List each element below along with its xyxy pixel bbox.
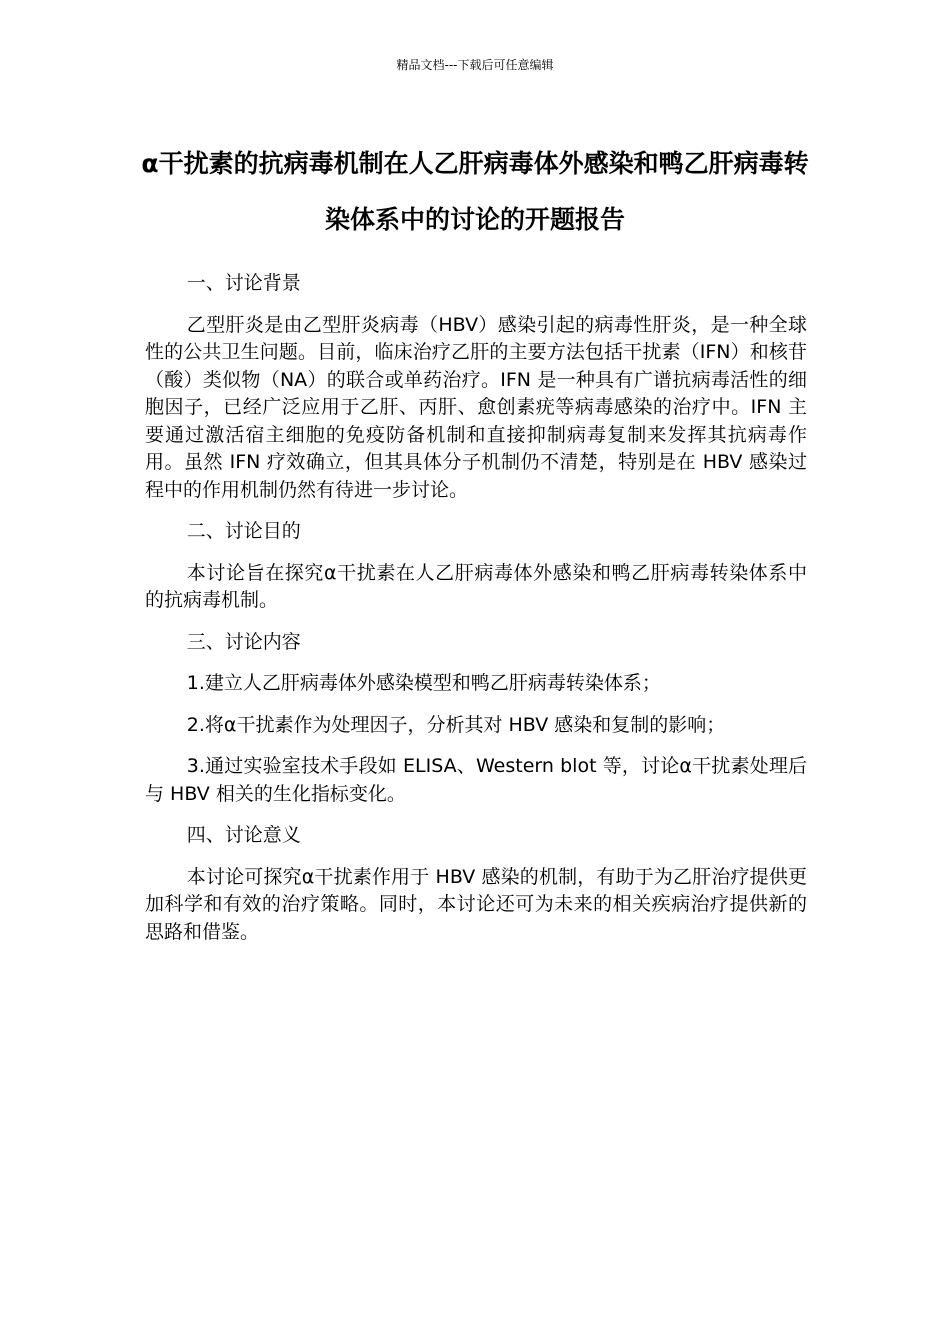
section-heading: 三、讨论内容 [186,630,301,653]
section-content [145,629,807,809]
section-significance [145,822,807,946]
list-item: 3.通过实验室技术手段如 ELISA、Western blot 等，讨论α干扰素处理后与 HBV 相关的生化指标变化。 [145,755,807,805]
section-heading: 二、讨论目的 [186,520,301,542]
document-body [145,270,807,960]
list-item: 2.将α干扰素作为处理因子，分析其对 HBV 感染和复制的影响； [186,713,726,736]
header-note: 精品文档---下载后可任意编辑 [396,58,554,72]
section-background [145,270,807,504]
section-heading: 四、讨论意义 [186,824,301,846]
paragraph: 乙型肝炎是由乙型肝炎病毒（HBV）感染引起的病毒性肝炎，是一种全球性的公共卫生问题。目前，临床治疗乙肝的主要方法包括干扰素（IFN）和核苷（酸）类似物（NA）的联合或单药治疗。IFN 是一种具有广谱抗病毒活性的细胞因子，已经广泛应用于乙肝、丙肝、愈创素疣等病毒感染的治疗中。IFN 主要通过激活宿主细胞的免疫防备机制和直接抑制病毒复制来发挥其抗病毒作用。虽然 IFN 疗效确立，但其具体分子机制仍不清楚，特别是在 HBV 感染过程中的作用机制仍然有待进一步讨论。 [145,313,807,501]
section-purpose [145,518,807,615]
paragraph: 本讨论可探究α干扰素作用于 HBV 感染的机制，有助于为乙肝治疗提供更加科学和有效的治疗策略。同时，本讨论还可为未来的相关疾病治疗提供新的思路和借鉴。 [145,865,807,943]
document-title: α干扰素的抗病毒机制在人乙肝病毒体外感染和鸭乙肝病毒转染体系中的讨论的开题报告 [141,149,809,234]
list-item: 1.建立人乙肝病毒体外感染模型和鸭乙肝病毒转染体系； [186,672,661,694]
section-heading: 一、讨论背景 [186,272,301,294]
paragraph: 本讨论旨在探究α干扰素在人乙肝病毒体外感染和鸭乙肝病毒转染体系中的抗病毒机制。 [145,561,807,611]
